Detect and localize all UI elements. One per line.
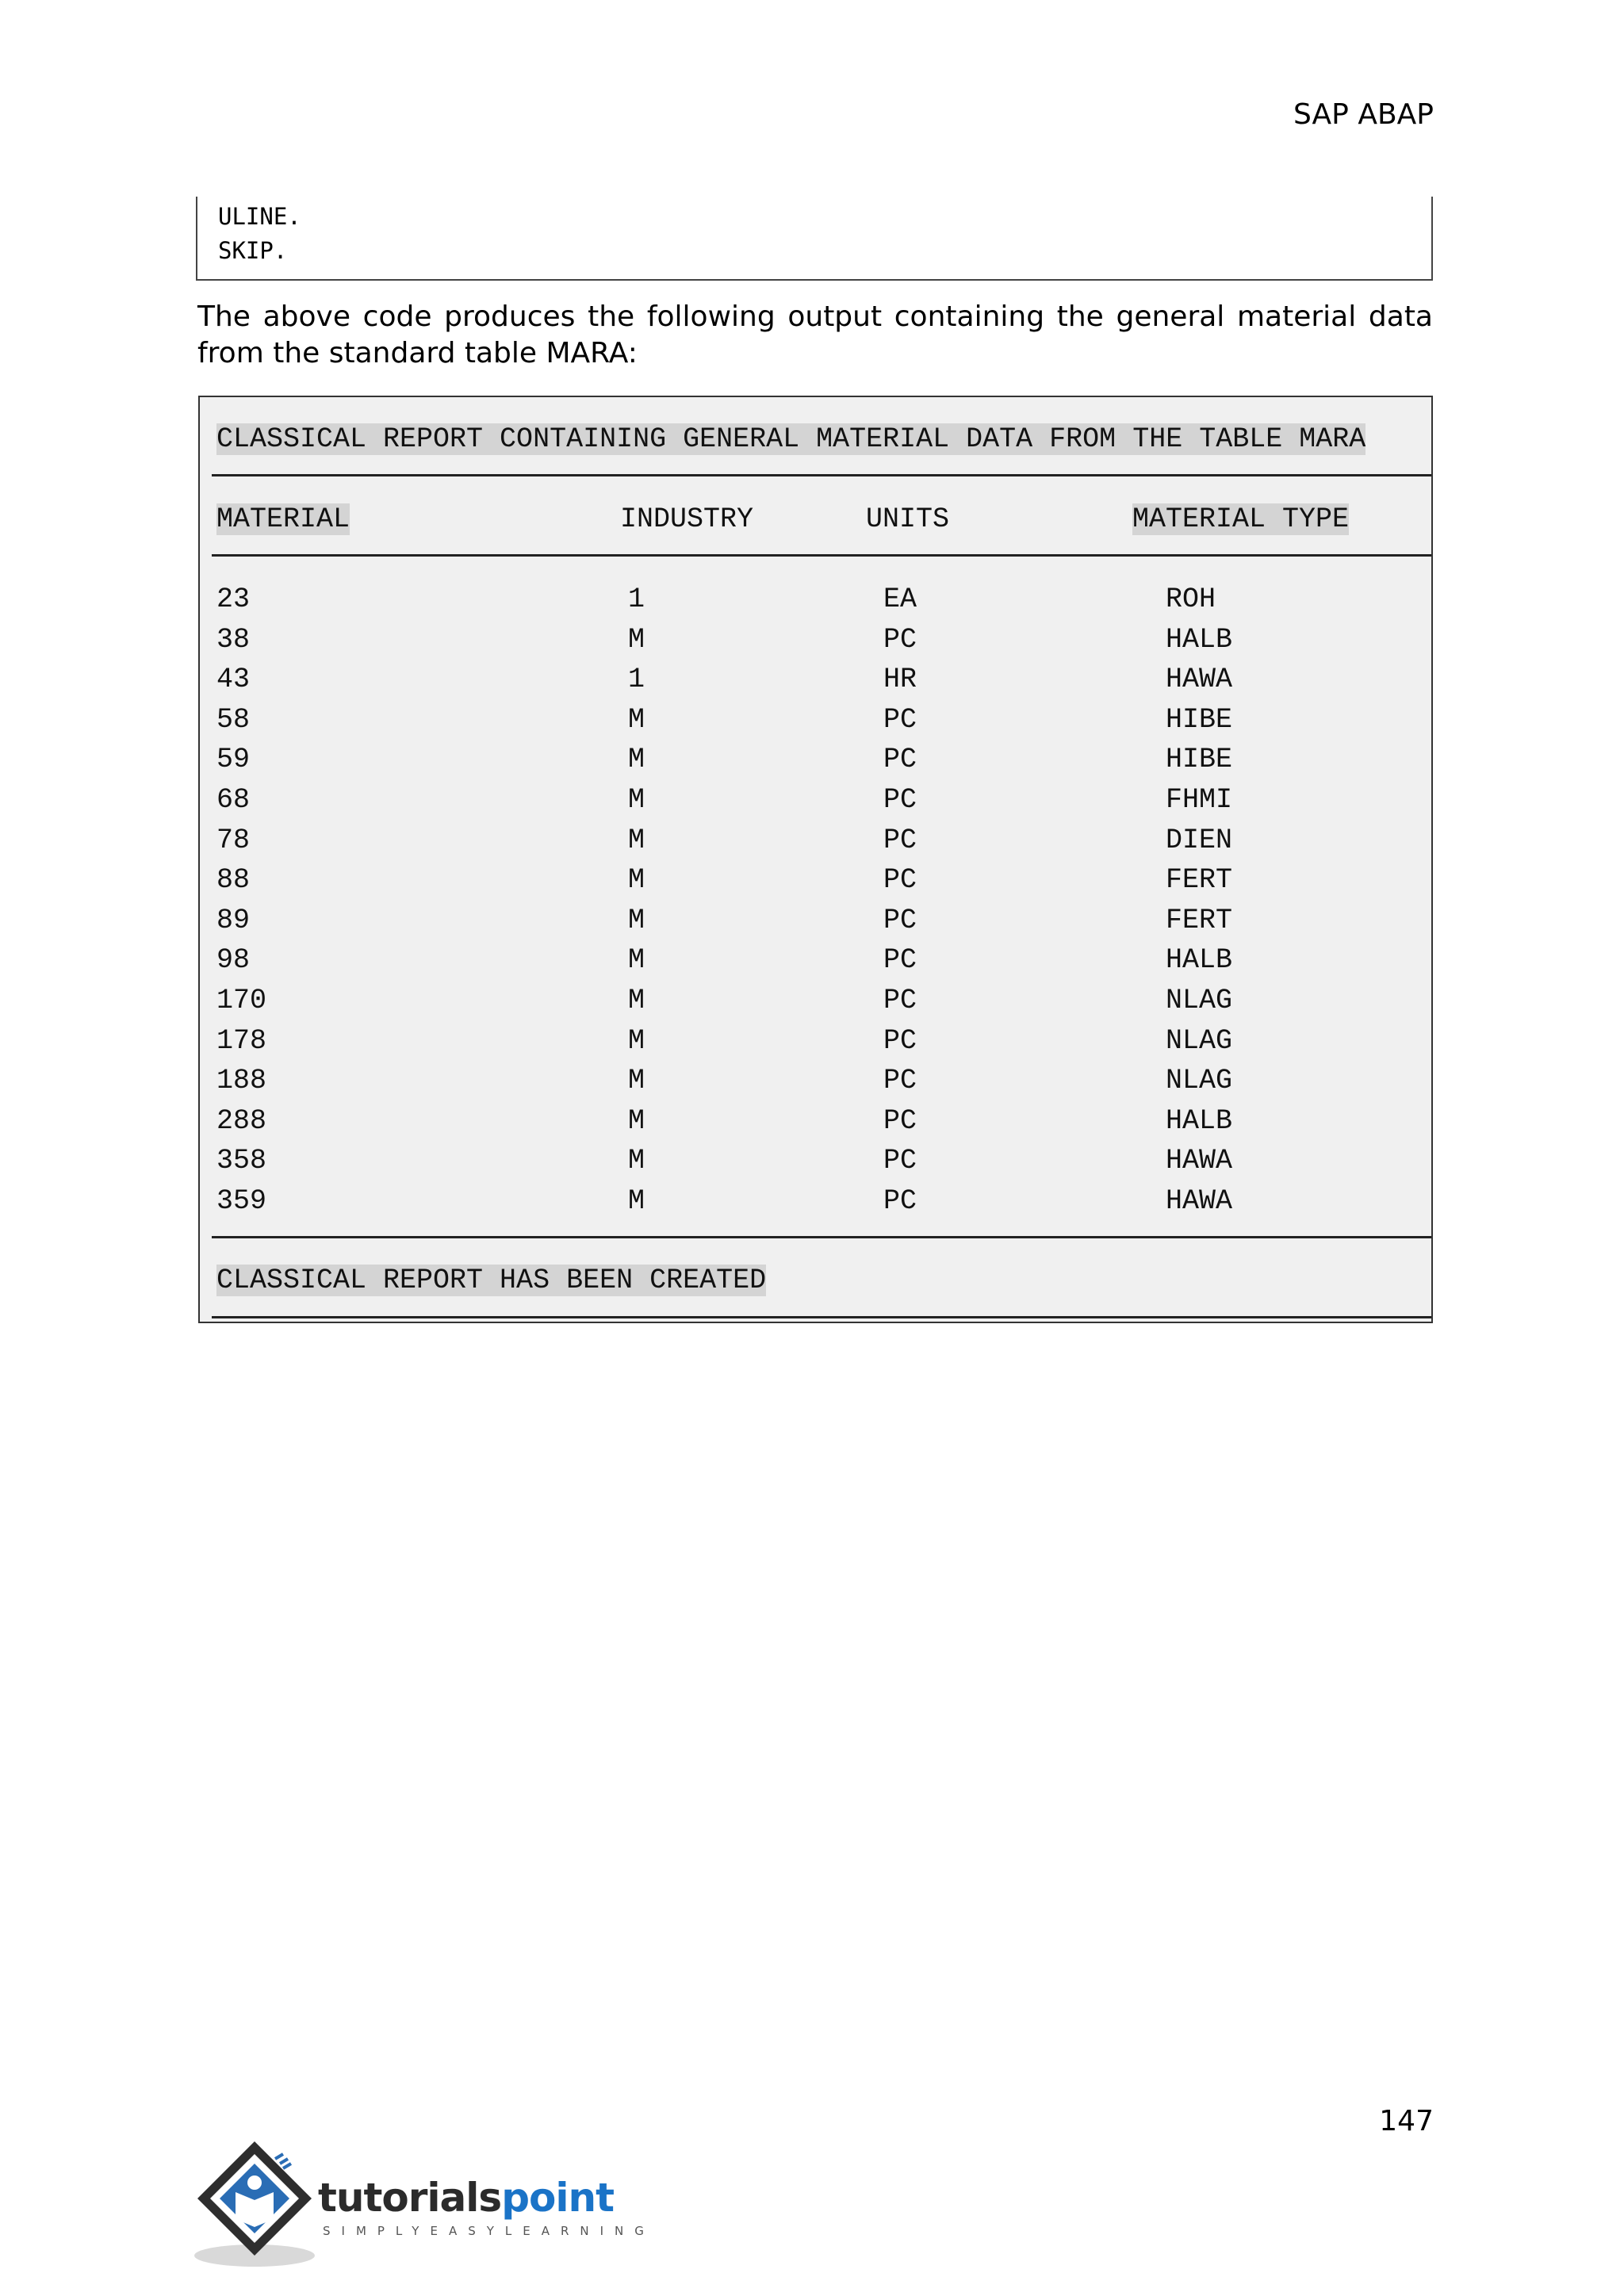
table-cell: 88: [216, 864, 251, 896]
table-cell: HIBE: [1166, 744, 1233, 775]
table-cell: PC: [883, 704, 917, 736]
code-block: [196, 197, 1433, 281]
table-cell: 358: [216, 1145, 267, 1177]
table-cell: HAWA: [1166, 664, 1233, 695]
logo-wordmark: [318, 2175, 614, 2221]
table-cell: 188: [216, 1065, 267, 1096]
table-cell: M: [628, 1025, 645, 1057]
table-cell: 68: [216, 784, 251, 816]
column-header-material-type: MATERIAL TYPE: [1132, 503, 1350, 535]
table-cell: EA: [883, 584, 917, 615]
table-cell: HIBE: [1166, 704, 1233, 736]
table-cell: NLAG: [1166, 1025, 1233, 1057]
table-cell: PC: [883, 1105, 917, 1137]
table-cell: 38: [216, 624, 251, 656]
report-divider: [212, 554, 1431, 557]
table-cell: 89: [216, 905, 251, 936]
table-cell: M: [628, 704, 645, 736]
report-footer: CLASSICAL REPORT HAS BEEN CREATED: [216, 1265, 767, 1296]
table-cell: HALB: [1166, 944, 1233, 976]
table-cell: 1: [628, 664, 645, 695]
report-divider: [212, 1236, 1431, 1238]
table-cell: FERT: [1166, 864, 1233, 896]
table-cell: FHMI: [1166, 784, 1233, 816]
logo-tagline: SIMPLYEASYLEARNING: [323, 2224, 655, 2238]
table-cell: HR: [883, 664, 917, 695]
table-cell: 170: [216, 985, 267, 1016]
table-cell: 98: [216, 944, 251, 976]
table-cell: PC: [883, 1185, 917, 1217]
table-cell: PC: [883, 1025, 917, 1057]
report-title: CLASSICAL REPORT CONTAINING GENERAL MATERIAL DATA FROM THE TABLE MARA: [216, 423, 1366, 455]
table-cell: 178: [216, 1025, 267, 1057]
tutorialspoint-logo: [193, 2137, 655, 2271]
table-cell: M: [628, 744, 645, 775]
table-cell: 359: [216, 1185, 267, 1217]
body-paragraph: The above code produces the following output containing the general material data from the standard table MARA:: [197, 300, 1433, 369]
table-cell: M: [628, 905, 645, 936]
table-cell: 1: [628, 584, 645, 615]
table-cell: M: [628, 985, 645, 1016]
column-header-units: UNITS: [866, 503, 950, 535]
column-header-industry: INDUSTRY: [620, 503, 754, 535]
table-cell: PC: [883, 1065, 917, 1096]
table-cell: 23: [216, 584, 251, 615]
table-cell: PC: [883, 905, 917, 936]
table-cell: M: [628, 825, 645, 856]
table-cell: M: [628, 1105, 645, 1137]
table-cell: FERT: [1166, 905, 1233, 936]
code-line: SKIP.: [218, 237, 288, 264]
report-divider: [212, 474, 1431, 476]
column-header-material: MATERIAL: [216, 503, 350, 535]
table-cell: NLAG: [1166, 985, 1233, 1016]
logo-word-2: point: [501, 2175, 614, 2221]
table-cell: 43: [216, 664, 251, 695]
table-cell: PC: [883, 864, 917, 896]
table-cell: HAWA: [1166, 1145, 1233, 1177]
table-cell: DIEN: [1166, 825, 1233, 856]
logo-word-1: tutorials: [318, 2175, 502, 2221]
logo-diamond-icon: [193, 2137, 327, 2271]
table-cell: PC: [883, 944, 917, 976]
table-cell: PC: [883, 744, 917, 775]
table-cell: M: [628, 1185, 645, 1217]
table-cell: M: [628, 624, 645, 656]
table-cell: 59: [216, 744, 251, 775]
report-divider: [212, 1316, 1431, 1318]
code-line: ULINE.: [218, 203, 301, 230]
table-cell: PC: [883, 825, 917, 856]
table-cell: ROH: [1166, 584, 1216, 615]
table-cell: 58: [216, 704, 251, 736]
table-cell: HALB: [1166, 1105, 1233, 1137]
table-cell: NLAG: [1166, 1065, 1233, 1096]
report-output: [198, 396, 1433, 1323]
page-header-title: SAP ABAP: [1293, 98, 1434, 131]
page-number: 147: [1379, 2105, 1434, 2137]
table-cell: M: [628, 944, 645, 976]
table-cell: PC: [883, 1145, 917, 1177]
table-cell: 78: [216, 825, 251, 856]
table-cell: HAWA: [1166, 1185, 1233, 1217]
table-cell: 288: [216, 1105, 267, 1137]
table-cell: M: [628, 1065, 645, 1096]
table-cell: M: [628, 1145, 645, 1177]
table-cell: PC: [883, 624, 917, 656]
table-cell: HALB: [1166, 624, 1233, 656]
table-cell: M: [628, 864, 645, 896]
table-cell: M: [628, 784, 645, 816]
table-cell: PC: [883, 985, 917, 1016]
table-cell: PC: [883, 784, 917, 816]
